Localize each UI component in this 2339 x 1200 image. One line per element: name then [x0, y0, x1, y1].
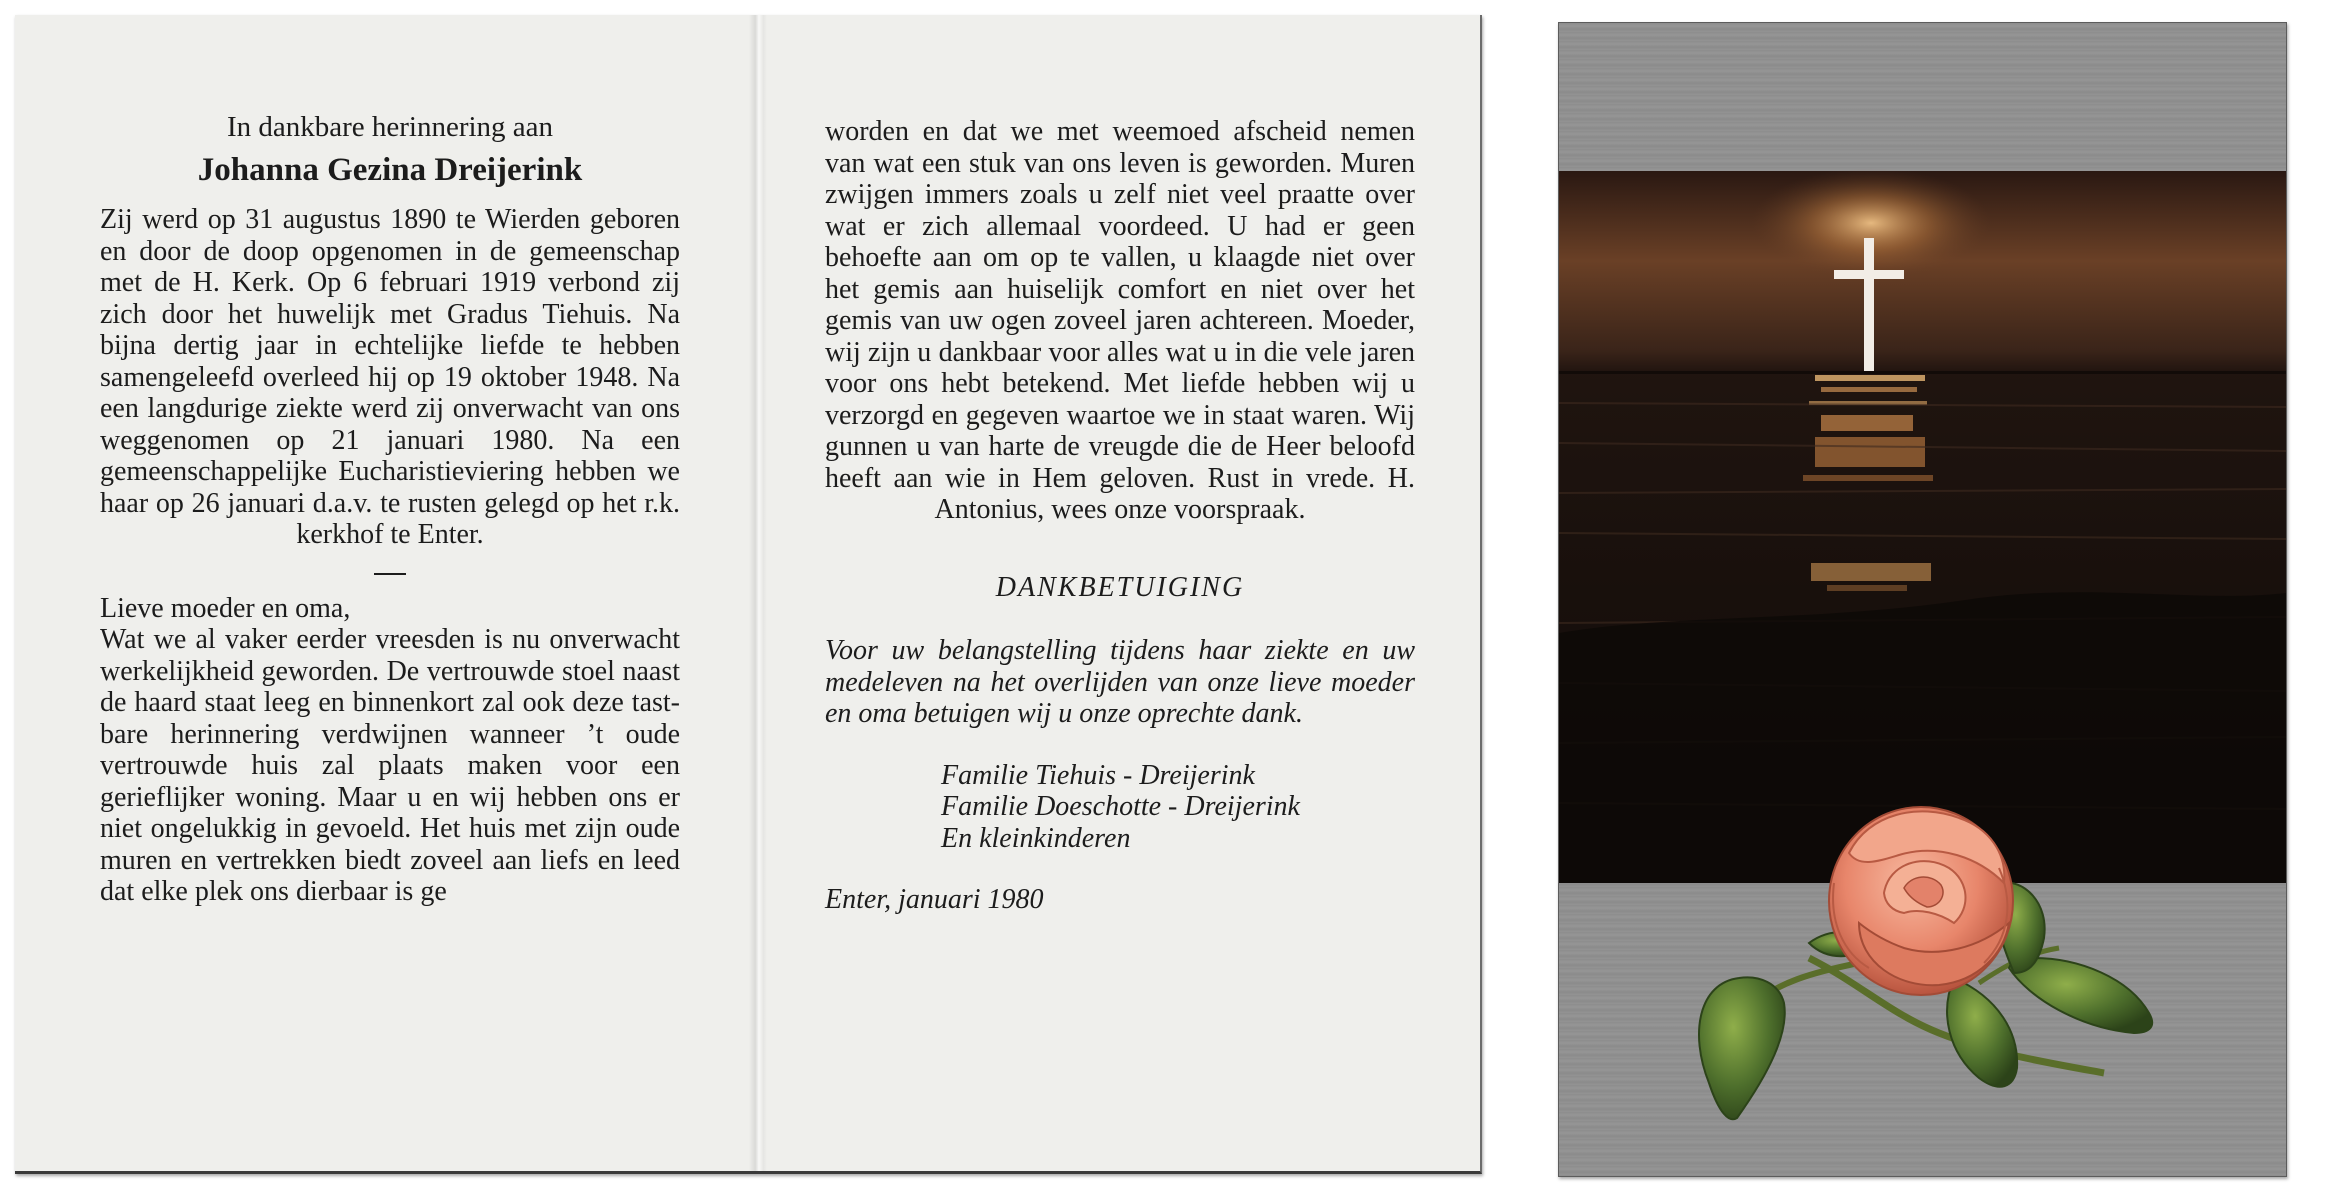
- memorial-card-open: [15, 15, 1482, 1174]
- family-signatures: [941, 760, 1415, 855]
- salutation: Lieve moeder en oma,: [100, 592, 351, 624]
- family-line: En kleinkinderen: [941, 822, 1131, 854]
- letter-part-1: Wat we al vaker eerder vreesden is nu onverwacht werkelijkheid geworden. De vertrouwde stoel naast de haard staat leeg en binnenkort zal ook deze tastbare herinnering verdwijnen wanneer ’t oude vertrouwde huis zal plaats maken voor een gerieflijker woning. Maar u en wij hebben ons er niet ongelukkig in gevoeld. Het huis met zijn oude muren en vertrekken biedt zoveel aan liefs en leed dat elke plek ons dierbaar is ge: [100, 624, 680, 907]
- biography: Zij werd op 31 augustus 1890 te Wierden geboren en door de doop opgenomen in de gemeenschap met de H. Kerk. Op 6 februari 1919 verbond zij zich door het huwelijk met Gradus Tiehuis. Na bijna dertig jaar in echtelijke liefde te hebben samengeleefd overleed hij op 19 oktober 1948. Na een langdurige ziekte werd zij onverwacht van ons weggenomen op 21 januari 1980. Na een gemeenschappelijke Eucharistieviering hebben we haar op 26 januari d.a.v. te rusten gelegd op het r.k. kerkhof te Enter.: [100, 204, 680, 550]
- sunset-photo: [1559, 168, 2286, 883]
- family-line: Familie Tiehuis - Dreijerink: [941, 759, 1255, 791]
- thanks-text: Voor uw belangstelling tijdens haar ziekte en uw medeleven na het overlijden van onze lieve moeder en oma betuigen wij u onze oprechte dank.: [825, 635, 1415, 729]
- left-page: [100, 110, 680, 908]
- sunset-picture: [1559, 23, 2286, 1176]
- deceased-name: Johanna Gezina Dreijerink: [197, 152, 583, 188]
- card-fold: [749, 15, 767, 1171]
- photo-card: [1558, 22, 2287, 1177]
- divider: [374, 573, 406, 575]
- letter-part-2: worden en dat we met weemoed afscheid nemen van wat een stuk van ons leven is geworden. Muren zwijgen immers zoals u zelf niet veel praatte over wat er zich allemaal voordeed. U had er geen behoefte aan om op te vallen, u klaagde niet over het gemis aan huiselijk comfort en niet over het gemis van uw ogen zoveel jaren achtereen. Moeder, wij zijn u dankbaar voor alles wat u in die vele jaren voor ons hebt betekend. Met liefde hebben wij u verzorgd en gegeven waartoe we in staat waren. Wij gunnen u van harte de vreugde die de Heer beloofd heeft aan wie in Hem geloven. Rust in vrede. H. Antonius, wees onze voorspraak.: [825, 116, 1415, 525]
- family-line: Familie Doeschotte - Dreijerink: [941, 791, 1300, 822]
- place-date: Enter, januari 1980: [825, 884, 1044, 915]
- thanks-title: DANKBETUIGING: [995, 571, 1245, 603]
- intro-line: In dankbare herinnering aan: [226, 111, 554, 143]
- right-page: [825, 116, 1415, 916]
